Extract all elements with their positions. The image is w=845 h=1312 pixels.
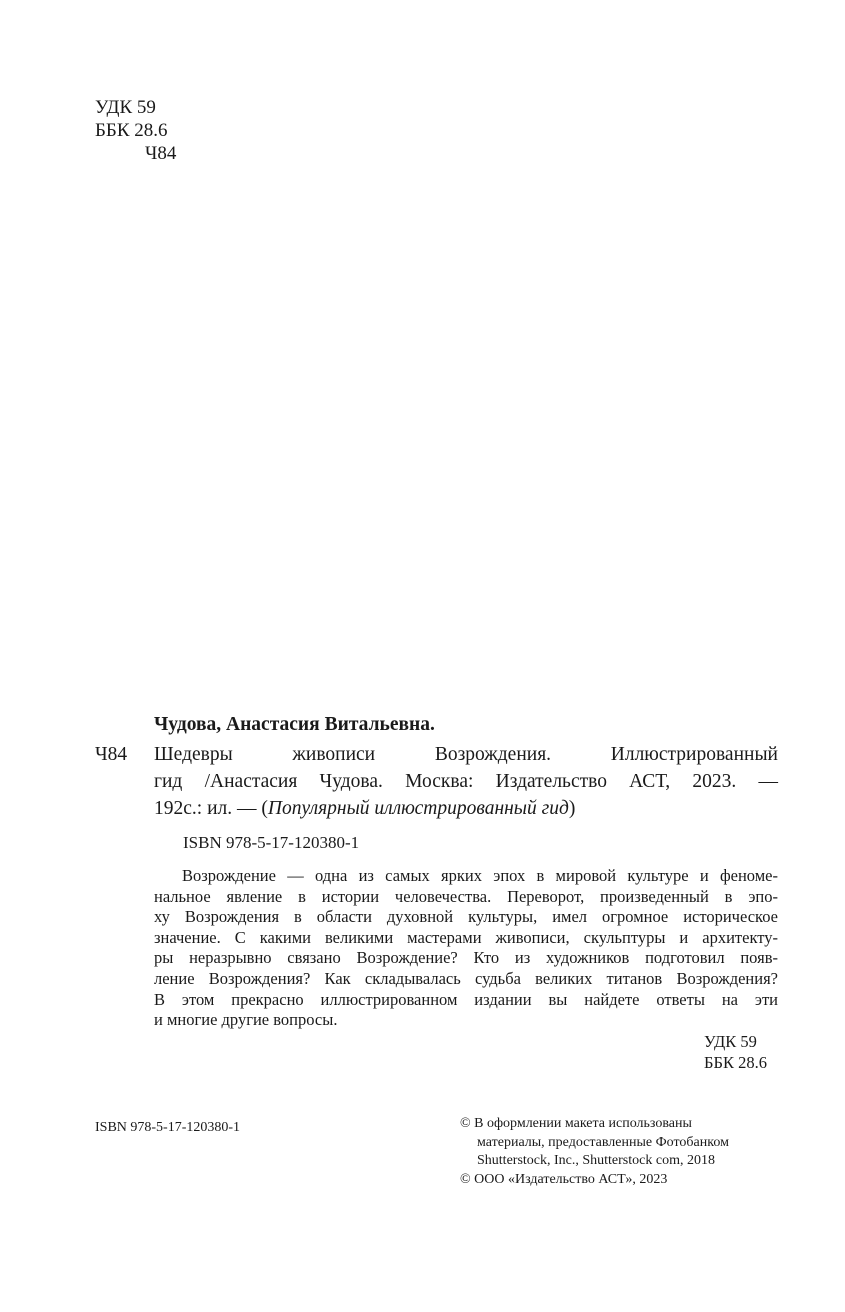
annotation-line: значение. С какими великими мастерами живописи, скульптуры и архитекту- xyxy=(154,927,778,947)
bbk-code: ББК 28.6 xyxy=(704,1052,767,1072)
description-text-3-prefix: 192с.: ил. — ( xyxy=(154,798,268,819)
annotation-line: и многие другие вопросы. xyxy=(154,1010,338,1030)
series-title: Популярный иллюстрированный гид xyxy=(267,798,569,819)
copyright-line: © ООО «Издательство АСТ», 2023 xyxy=(460,1171,668,1187)
classification-codes-top xyxy=(95,96,176,165)
bbk-code: ББК 28.6 xyxy=(95,120,168,141)
description-line-3 xyxy=(154,795,778,822)
copyright-notice xyxy=(460,1115,729,1189)
description-text-3-suffix: ) xyxy=(568,798,576,819)
annotation-line: ление Возрождения? Как складывалась судьба великих титанов Возрождения? xyxy=(154,968,778,988)
bibliographic-description xyxy=(154,741,778,822)
author-mark: Ч84 xyxy=(145,143,177,164)
description-text-2: гид /Анастасия Чудова. Москва: Издательство АСТ, 2023. — xyxy=(154,771,778,792)
classification-codes-bottom xyxy=(704,1032,767,1073)
annotation-line: ры неразрывно связано Возрождение? Кто из художников подготовил появ- xyxy=(154,948,778,968)
annotation-line: ху Возрождения в области духовной культуры, имел огромное историческое xyxy=(154,907,778,927)
isbn: ISBN 978-5-17-120380-1 xyxy=(183,833,360,852)
annotation xyxy=(154,866,778,1031)
description-line-1 xyxy=(154,741,778,768)
copyright-line: Shutterstock, Inc., Shutterstock com, 2018 xyxy=(477,1153,715,1168)
udk-code: УДК 59 xyxy=(95,97,156,118)
author-mark-left: Ч84 xyxy=(95,744,128,765)
copyright-line: материалы, предоставленные Фотобанком xyxy=(477,1134,729,1150)
isbn-footer: ISBN 978-5-17-120380-1 xyxy=(95,1120,241,1135)
udk-code: УДК 59 xyxy=(704,1032,757,1051)
author-name: Чудова, Анастасия Витальевна. xyxy=(154,714,435,735)
annotation-line: Возрождение — одна из самых ярких эпох в мировой культуре и феноме- xyxy=(182,866,778,885)
annotation-line: В этом прекрасно иллюстрированном издании вы найдете ответы на эти xyxy=(154,989,778,1009)
description-line-2 xyxy=(154,768,778,795)
annotation-line: нальное явление в истории человечества. Переворот, произведенный в эпо- xyxy=(154,886,778,906)
description-text-1: Шедевры живописи Возрождения. Иллюстрированный xyxy=(154,744,778,765)
copyright-line: © В оформлении макета использованы xyxy=(460,1116,692,1131)
